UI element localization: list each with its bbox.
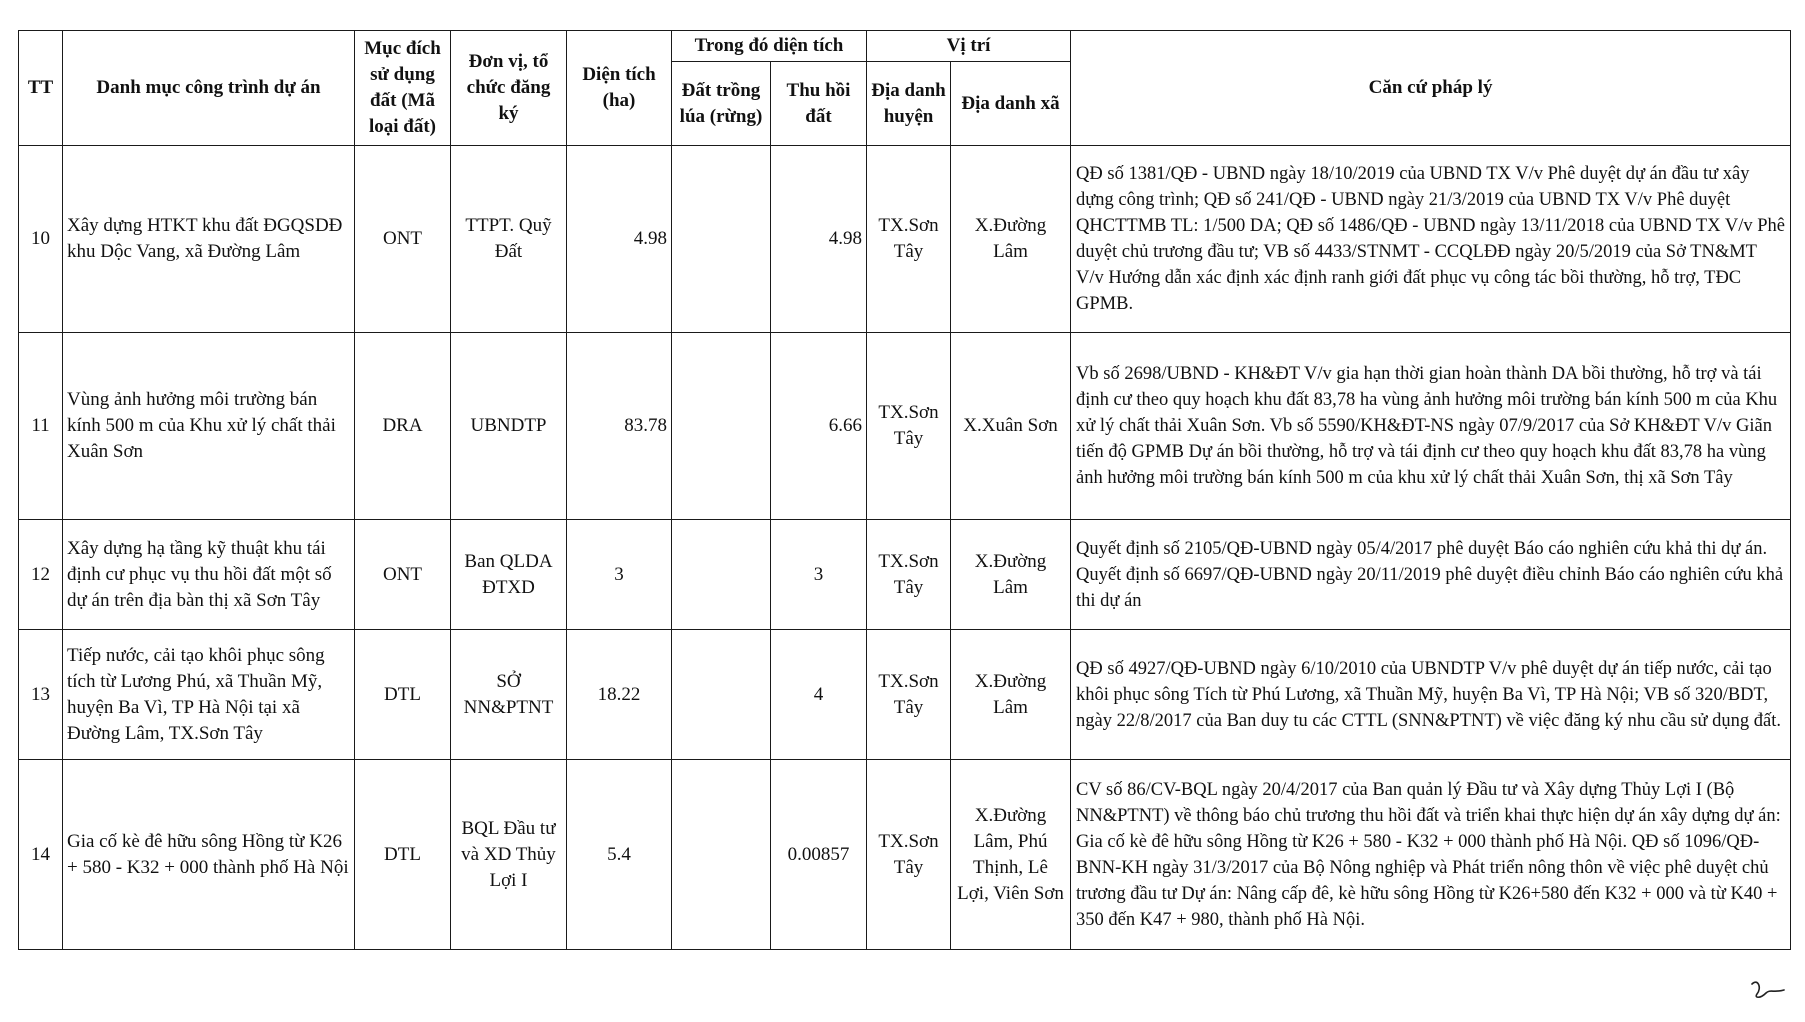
- signature-mark: [1748, 976, 1788, 1002]
- row-area: 4.98: [567, 146, 672, 333]
- row-area: 3: [567, 520, 672, 630]
- row-rice: [672, 520, 771, 630]
- header-legal: Căn cứ pháp lý: [1071, 31, 1791, 146]
- row-project: Vùng ảnh hưởng môi trường bán kính 500 m của Khu xử lý chất thải Xuân Sơn: [63, 333, 355, 520]
- row-area: 18.22: [567, 630, 672, 760]
- table-row: [19, 146, 1791, 333]
- table-row: [19, 630, 1791, 760]
- land-use-document: [18, 30, 1790, 950]
- header-location-group: Vị trí: [867, 31, 1071, 62]
- row-unit: Ban QLDA ĐTXD: [451, 520, 567, 630]
- row-district: TX.Sơn Tây: [867, 333, 951, 520]
- project-table: [18, 30, 1791, 950]
- row-purpose: ONT: [355, 146, 451, 333]
- header-rice: Đất trồng lúa (rừng): [672, 62, 771, 146]
- row-recover: 6.66: [771, 333, 867, 520]
- row-tt: 11: [19, 333, 63, 520]
- row-project: Tiếp nước, cải tạo khôi phục sông tích từ Lương Phú, xã Thuần Mỹ, huyện Ba Vì, TP Hà Nội tại xã Đường Lâm, TX.Sơn Tây: [63, 630, 355, 760]
- row-unit: TTPT. Quỹ Đất: [451, 146, 567, 333]
- header-commune: Địa danh xã: [951, 62, 1071, 146]
- header-purpose: Mục đích sử dụng đất (Mã loại đất): [355, 31, 451, 146]
- row-commune: X.Đường Lâm: [951, 520, 1071, 630]
- header-recover: Thu hồi đất: [771, 62, 867, 146]
- header-tt: TT: [19, 31, 63, 146]
- row-recover: 0.00857: [771, 760, 867, 950]
- row-purpose: DTL: [355, 630, 451, 760]
- row-purpose: DRA: [355, 333, 451, 520]
- header-unit: Đơn vị, tổ chức đăng ký: [451, 31, 567, 146]
- row-district: TX.Sơn Tây: [867, 146, 951, 333]
- row-district: TX.Sơn Tây: [867, 760, 951, 950]
- row-purpose: DTL: [355, 760, 451, 950]
- row-legal: Quyết định số 2105/QĐ-UBND ngày 05/4/2017 phê duyệt Báo cáo nghiên cứu khả thi dự án. Quyết định số 6697/QĐ-UBND ngày 20/11/2019 phê duyệt điều chỉnh Báo cáo nghiên cứu khả thi dự án: [1071, 520, 1791, 630]
- table-row: [19, 760, 1791, 950]
- row-project: Xây dựng HTKT khu đất ĐGQSDĐ khu Dộc Vang, xã Đường Lâm: [63, 146, 355, 333]
- header-area-group: Trong đó diện tích: [672, 31, 867, 62]
- row-legal: QĐ số 4927/QĐ-UBND ngày 6/10/2010 của UBNDTP V/v phê duyệt dự án tiếp nước, cải tạo khôi phục sông Tích từ Phú Lương, xã Thuần Mỹ, huyện Ba Vì, TP Hà Nội; VB số 320/BDT, ngày 22/8/2017 của Ban duy tu các CTTL (SNN&PTNT) về việc đăng ký nhu cầu sử dụng đất.: [1071, 630, 1791, 760]
- row-tt: 10: [19, 146, 63, 333]
- row-recover: 4: [771, 630, 867, 760]
- row-tt: 14: [19, 760, 63, 950]
- row-tt: 12: [19, 520, 63, 630]
- row-commune: X.Đường Lâm: [951, 146, 1071, 333]
- row-commune: X.Đường Lâm: [951, 630, 1071, 760]
- row-purpose: ONT: [355, 520, 451, 630]
- row-unit: SỞ NN&PTNT: [451, 630, 567, 760]
- row-rice: [672, 760, 771, 950]
- header-area: Diện tích (ha): [567, 31, 672, 146]
- row-district: TX.Sơn Tây: [867, 630, 951, 760]
- row-legal: QĐ số 1381/QĐ - UBND ngày 18/10/2019 của UBND TX V/v Phê duyệt dự án đầu tư xây dựng công trình; QĐ số 241/QĐ - UBND ngày 21/3/2019 của UBND TX V/v Phê duyệt QHCTTMB TL: 1/500 DA; QĐ số 1486/QĐ - UBND ngày 13/11/2018 của UBND TX V/v Phê duyệt chủ trương đầu tư; VB số 4433/STNMT - CCQLĐĐ ngày 20/5/2019 của Sở TN&MT V/v Hướng dẫn xác định xác định ranh giới đất phục vụ công tác bồi thường, hỗ trợ, TĐC GPMB.: [1071, 146, 1791, 333]
- row-recover: 3: [771, 520, 867, 630]
- row-area: 83.78: [567, 333, 672, 520]
- header-district: Địa danh huyện: [867, 62, 951, 146]
- row-district: TX.Sơn Tây: [867, 520, 951, 630]
- table-row: [19, 333, 1791, 520]
- row-project: Xây dựng hạ tầng kỹ thuật khu tái định cư phục vụ thu hồi đất một số dự án trên địa bàn thị xã Sơn Tây: [63, 520, 355, 630]
- header-project: Danh mục công trình dự án: [63, 31, 355, 146]
- row-area: 5.4: [567, 760, 672, 950]
- row-unit: UBNDTP: [451, 333, 567, 520]
- row-rice: [672, 333, 771, 520]
- row-rice: [672, 146, 771, 333]
- table-row: [19, 520, 1791, 630]
- row-commune: X.Đường Lâm, Phú Thịnh, Lê Lợi, Viên Sơn: [951, 760, 1071, 950]
- row-unit: BQL Đầu tư và XD Thủy Lợi I: [451, 760, 567, 950]
- row-rice: [672, 630, 771, 760]
- row-legal: Vb số 2698/UBND - KH&ĐT V/v gia hạn thời gian hoàn thành DA bồi thường, hỗ trợ và tái định cư theo quy hoạch khu đất 83,78 ha vùng ảnh hưởng môi trường bán kính 500 m của Khu xử lý chất thải Xuân Sơn. Vb số 5590/KH&ĐT-NS ngày 07/9/2017 của Sở KH&ĐT V/v Giãn tiến độ GPMB Dự án bồi thường, hỗ trợ và tái định cư theo quy hoạch khu đất 83,78 ha vùng ảnh hưởng môi trường bán kính 500 m của khu xử lý chất thải Xuân Sơn, thị xã Sơn Tây: [1071, 333, 1791, 520]
- row-tt: 13: [19, 630, 63, 760]
- row-recover: 4.98: [771, 146, 867, 333]
- row-project: Gia cố kè đê hữu sông Hồng từ K26 + 580 - K32 + 000 thành phố Hà Nội: [63, 760, 355, 950]
- row-commune: X.Xuân Sơn: [951, 333, 1071, 520]
- row-legal: CV số 86/CV-BQL ngày 20/4/2017 của Ban quản lý Đầu tư và Xây dựng Thủy Lợi I (Bộ NN&PTNT) về thông báo chủ trương thu hồi đất và triển khai thực hiện dự án xây dựng dự án: Gia cố kè đê hữu sông Hồng từ K26 + 580 - K32 + 000 thành phố Hà Nội. QĐ số 1096/QĐ-BNN-KH ngày 31/3/2017 của Bộ Nông nghiệp và Phát triển nông thôn về việc phê duyệt chủ trương đầu tư Dự án: Nâng cấp đê, kè hữu sông Hồng từ K26+580 đến K32 + 000 và từ K40 + 350 đến K47 + 980, thành phố Hà Nội.: [1071, 760, 1791, 950]
